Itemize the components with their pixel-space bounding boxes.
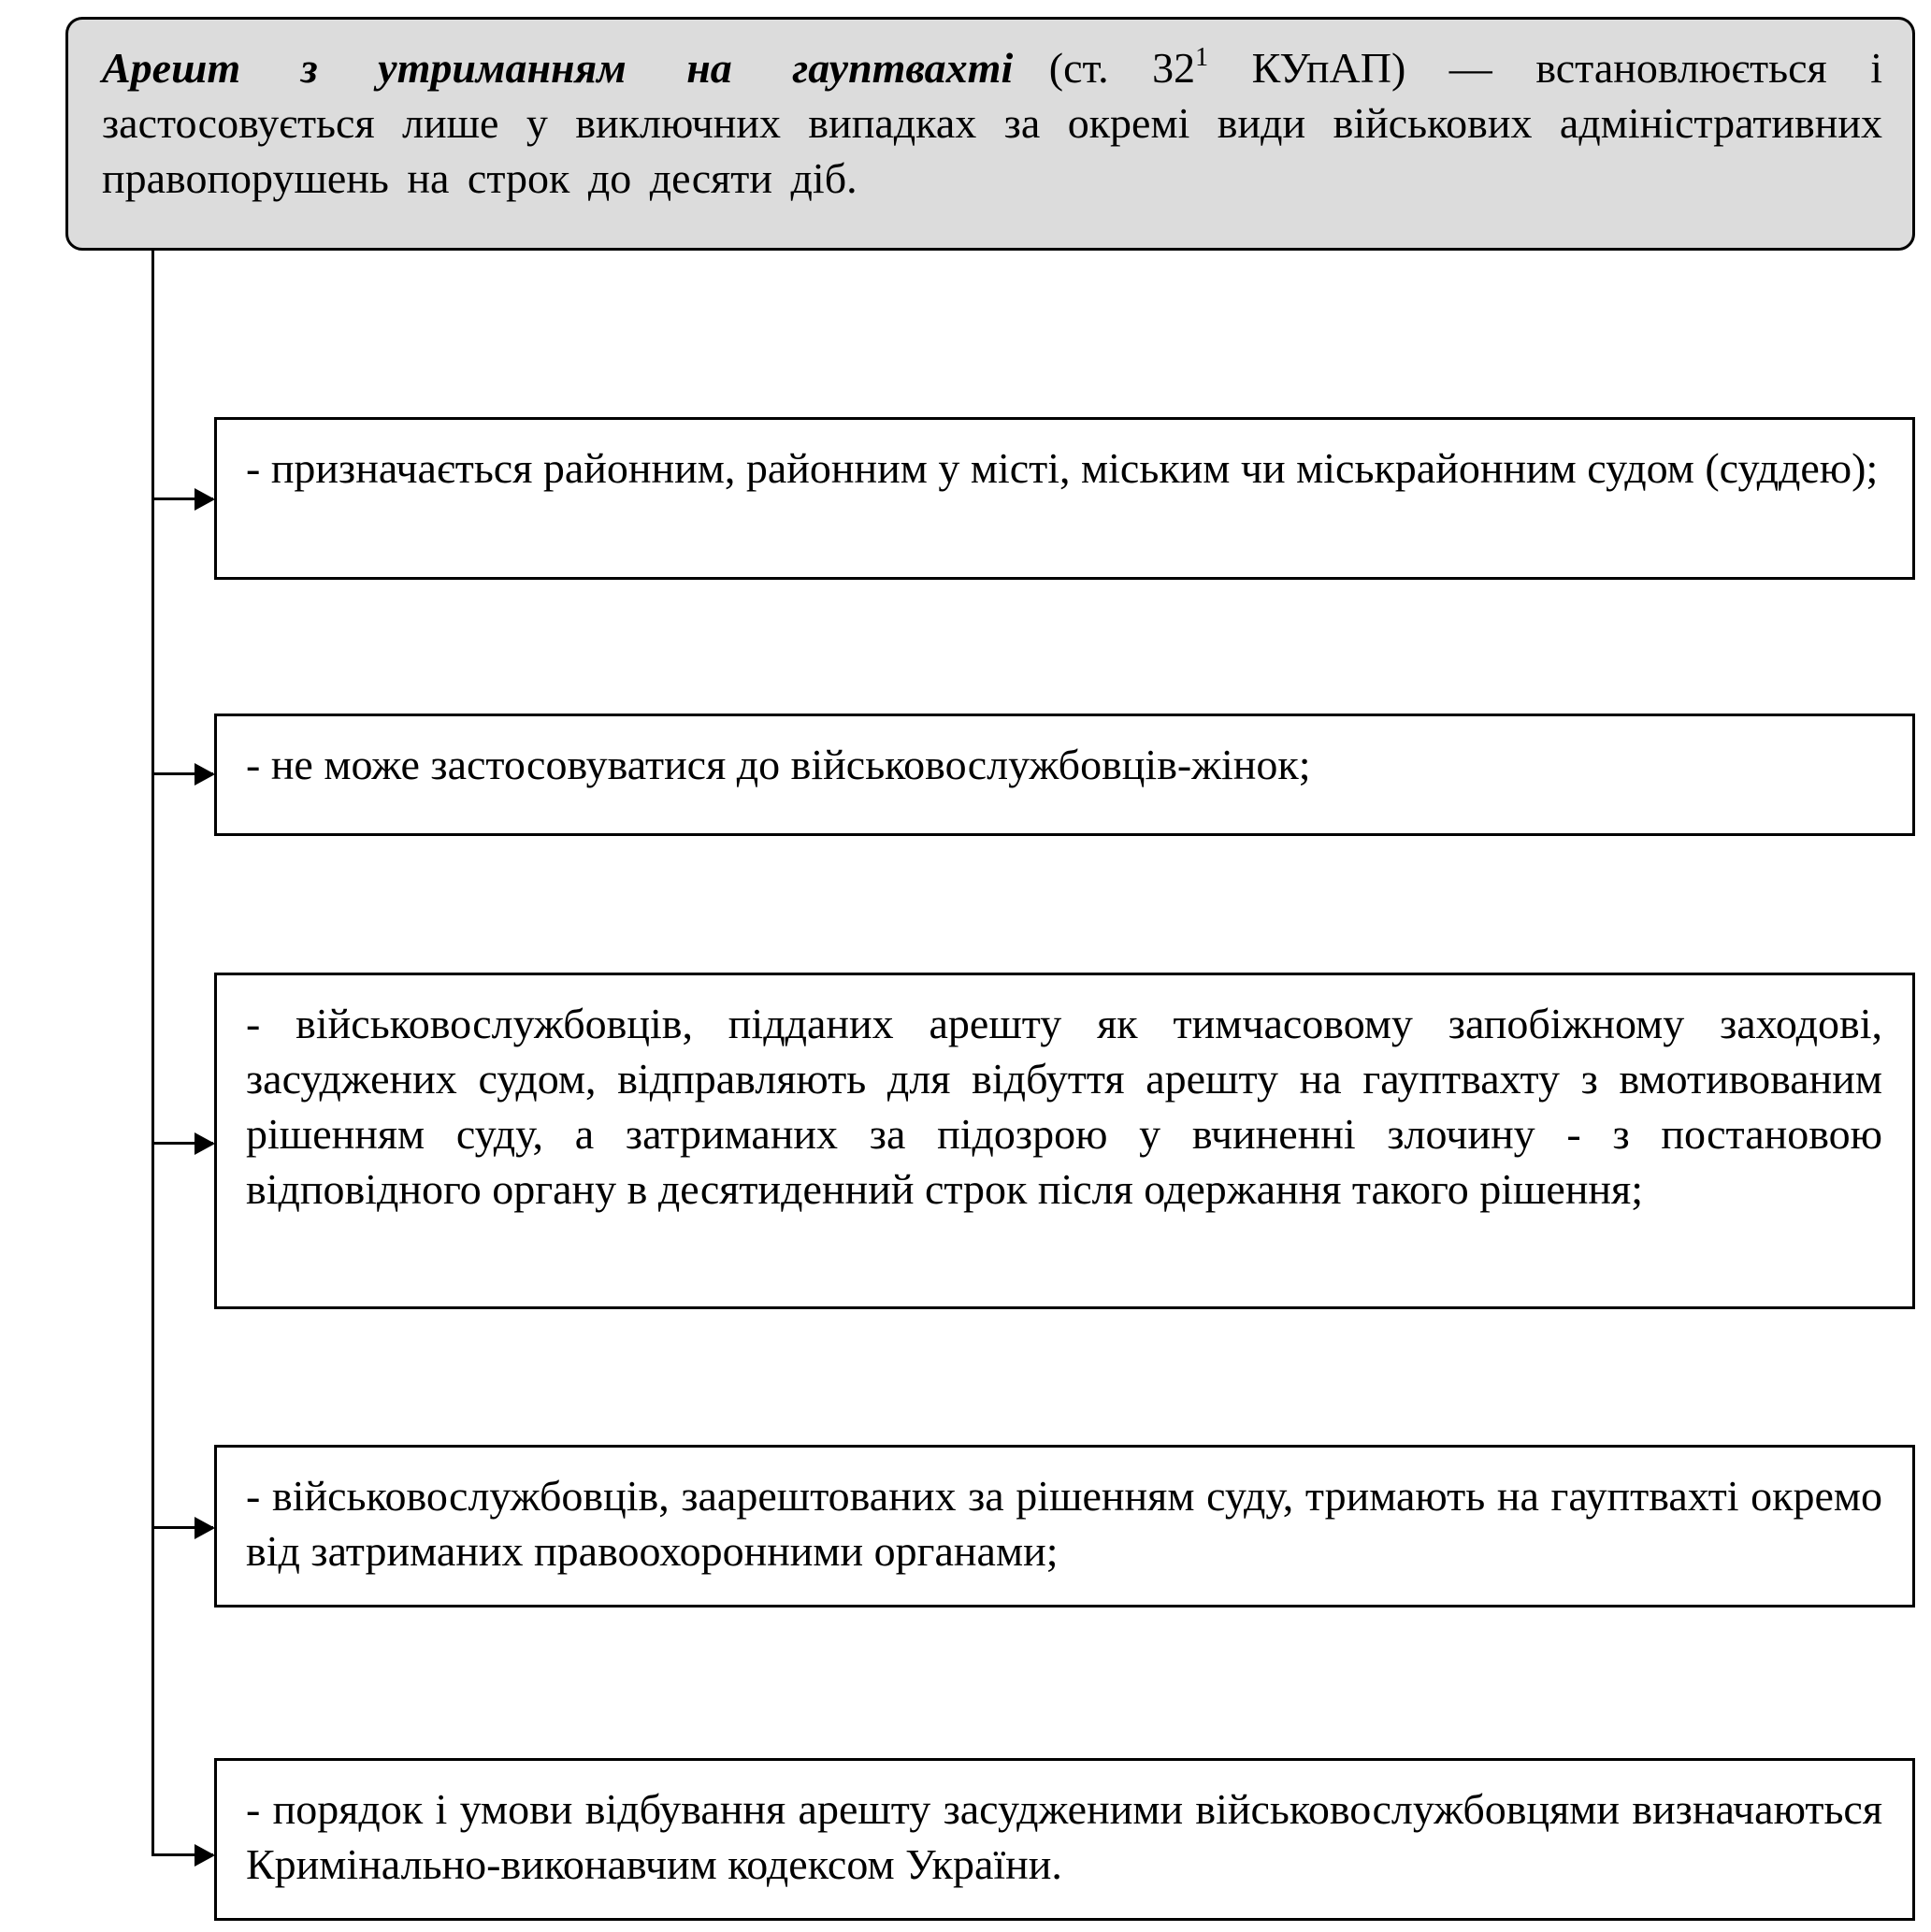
header-title: Арешт з утриманням на гауптвахті — [102, 44, 1014, 92]
header-citation-rest: КУпАП) — встановлюється і застосовується лише у виключних випадках за окремі види військових адміністративних правопорушень на строк до десяти діб. — [102, 44, 1882, 202]
arrowhead-icon — [195, 763, 215, 786]
arrowhead-icon — [195, 1517, 215, 1539]
arrowhead-icon — [195, 488, 215, 511]
header-definition-box — [65, 17, 1915, 251]
item-box-4 — [214, 1445, 1915, 1608]
item-text-3: - військовослужбовців, підданих арешту як тимчасовому запобіжному заходові, засуджених судом, відправляють для відбуття арешту на гауптвахту з вмотивованим рішенням суду, а затриманих за підозрою у вчиненні злочину - з постановою відповідного органу в десятиденний строк після одержання такого рішення; — [246, 1000, 1882, 1213]
vertical-connector-line — [151, 251, 154, 1855]
item-box-3 — [214, 973, 1915, 1309]
item-box-2 — [214, 714, 1915, 836]
item-text-4: - військовослужбовців, заарештованих за рішенням суду, тримають на гауптвахті окремо від затриманих правоохоронними органами; — [246, 1472, 1882, 1575]
item-text-5: - порядок і умови відбування арешту засудженими військовослужбовцями визначаються Кримінально-виконавчим кодексом України. — [246, 1785, 1882, 1888]
header-citation-open: (ст. 32 — [1048, 44, 1196, 92]
item-text-1: - призначається районним, районним у місті, міським чи міськрайонним судом (суддею); — [246, 444, 1879, 492]
item-text-2: - не може застосовуватися до військовослужбовців-жінок; — [246, 741, 1311, 788]
arrowhead-icon — [195, 1844, 215, 1867]
header-citation-superscript: 1 — [1195, 43, 1209, 72]
item-box-5 — [214, 1758, 1915, 1921]
arrowhead-icon — [195, 1132, 215, 1155]
item-box-1 — [214, 417, 1915, 580]
